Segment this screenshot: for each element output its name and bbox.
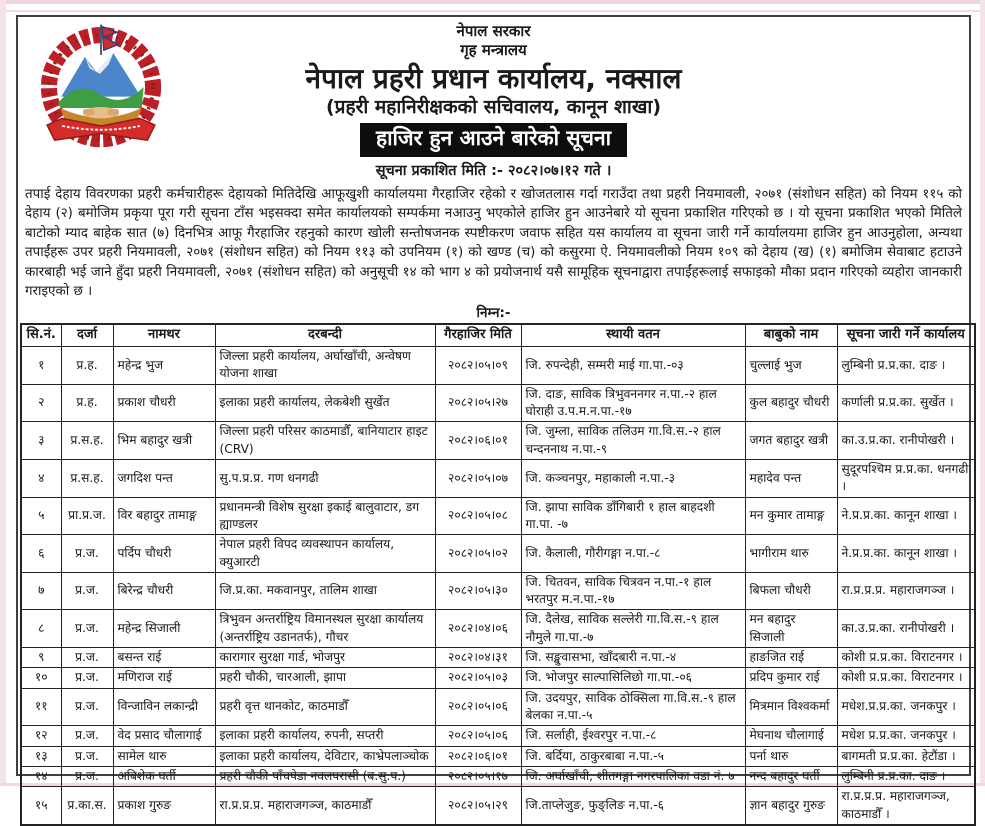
- father-name: मन बहादुर सिजाली: [745, 610, 837, 648]
- column-header-posting-office: दरबन्दी: [215, 324, 435, 346]
- posting-office: प्रहरी चौकी, चारआली, झापा: [215, 668, 435, 688]
- permanent-address: जि. दैलेख, साविक सल्लेरी गा.वि.स.-९ हाल नौमुले गा.पा.-७: [521, 610, 745, 648]
- serial-number: ८: [21, 610, 61, 648]
- absent-date: २०८२।०५।२७: [435, 384, 521, 422]
- serial-number: ६: [21, 535, 61, 573]
- absent-date: २०८२।०५।०२: [435, 535, 521, 573]
- column-header-rank: दर्जा: [61, 324, 113, 346]
- rank: प्र.स.ह.: [61, 422, 113, 460]
- name: जगदिश पन्त: [113, 459, 215, 497]
- name: विर बहादुर तामाङ्ग: [113, 497, 215, 535]
- father-name: मेघनाथ चौलागाई: [745, 726, 837, 746]
- table-row: [21, 726, 975, 746]
- name: बसन्त राई: [113, 648, 215, 668]
- issuing-office: लुम्बिनी प्र.प्र.का. दाङ ।: [837, 346, 975, 384]
- rank: प्र.ज.: [61, 746, 113, 766]
- issuing-office: बागमती प्र.प्र.का. हेटौंडा ।: [837, 746, 975, 766]
- posting-office: प्रहरी चौकी पाँचपेडा नवलपरासी (ब.सु.प.): [215, 767, 435, 787]
- serial-number: ११: [21, 688, 61, 726]
- column-header-permanent-address: स्थायी वतन: [521, 324, 745, 346]
- table-header-row: [21, 324, 975, 346]
- table-row: [21, 688, 975, 726]
- column-header-father-name: बाबुको नाम: [745, 324, 837, 346]
- posting-office: जि.प्र.का. मकवानपुर, तालिम शाखा: [215, 572, 435, 610]
- father-name: प्रदिप कुमार राई: [745, 668, 837, 688]
- rank: प्र.ह.: [61, 384, 113, 422]
- serial-number: १४: [21, 767, 61, 787]
- permanent-address: जि. भोजपुर साल्पासिलिछो गा.पा.-०६: [521, 668, 745, 688]
- rank: प्र.ज.: [61, 648, 113, 668]
- issuing-office: मधेश प्र.प्र.का. जनकपुर ।: [837, 726, 975, 746]
- column-header-name: नामथर: [113, 324, 215, 346]
- name: बिरेन्द्र चौधरी: [113, 572, 215, 610]
- posting-office: जिल्ला प्रहरी कार्यालय, अर्घाखाँची, अन्वेषण योजना शाखा: [215, 346, 435, 384]
- father-name: महादेव पन्त: [745, 459, 837, 497]
- rank: प्र.ज.: [61, 668, 113, 688]
- name: प्रकाश गुरुङ: [113, 787, 215, 825]
- serial-number: ३: [21, 422, 61, 460]
- scan-edge-right: [980, 0, 985, 786]
- table-row: [21, 422, 975, 460]
- name: भिम बहादुर खत्री: [113, 422, 215, 460]
- posting-office: प्रधानमन्त्री विशेष सुरक्षा इकाई बालुवाटार, डग ह्याण्डलर: [215, 497, 435, 535]
- table-row: [21, 668, 975, 688]
- table-row: [21, 346, 975, 384]
- rank: प्र.ज.: [61, 572, 113, 610]
- serial-number: ९: [21, 648, 61, 668]
- posting-office: रा.प्र.प्र.प्र. महाराजगञ्ज, काठमाडौँ: [215, 787, 435, 825]
- father-name: ज्ञान बहादुर गुरुङ: [745, 787, 837, 825]
- personnel-table-body: [21, 346, 975, 825]
- issuing-office: रा.प्र.प्र.प्र. महाराजगञ्ज ।: [837, 572, 975, 610]
- father-name: कुल बहादुर चौधरी: [745, 384, 837, 422]
- table-row: [21, 767, 975, 787]
- issuing-office: ने.प्र.प्र.का. कानून शाखा ।: [837, 535, 975, 573]
- column-header-absent-date: गैरहाजिर मिति: [435, 324, 521, 346]
- posting-office: प्रहरी वृत्त थानकोट, काठमाडौँ: [215, 688, 435, 726]
- issuing-office: कोशी प्र.प्र.का. विराटनगर ।: [837, 668, 975, 688]
- table-row: [21, 497, 975, 535]
- list-intro: निम्न:-: [18, 303, 969, 321]
- rank: प्र.ज.: [61, 726, 113, 746]
- absent-date: २०८२।०५।०६: [435, 688, 521, 726]
- rank: प्र.ज.: [61, 610, 113, 648]
- absent-date: २०८२।०४।३१: [435, 648, 521, 668]
- rank: प्र.ह.: [61, 346, 113, 384]
- absent-date: २०८२।०४।०६: [435, 610, 521, 648]
- absent-date: २०८२।०५।०३: [435, 668, 521, 688]
- table-row: [21, 535, 975, 573]
- issuing-office: कोशी प्र.प्र.का. विराटनगर ।: [837, 648, 975, 668]
- permanent-address: जि. दाङ, साविक त्रिभुवननगर न.पा.-२ हाल घोराही उ.प.म.न.पा.-१७: [521, 384, 745, 422]
- posting-office: इलाका प्रहरी कार्यालय, लेकबेशी सुर्खेत: [215, 384, 435, 422]
- table-row: [21, 384, 975, 422]
- serial-number: १२: [21, 726, 61, 746]
- scan-line-top: [0, 10, 985, 12]
- posting-office: जिल्ला प्रहरी परिसर काठमाडौँ, बानियाटार हाइट (CRV): [215, 422, 435, 460]
- absent-date: २०८२।०५।०८: [435, 497, 521, 535]
- permanent-address: जि. जुम्ला, साविक तलिउम गा.वि.स.-२ हाल चन्दननाथ न.पा.-९: [521, 422, 745, 460]
- permanent-address: जि. झापा साविक डाँगिबारी १ हाल बाहदशी गा.पा. -७: [521, 497, 745, 535]
- name: सामेल थारु: [113, 746, 215, 766]
- department-subtitle: (प्रहरी महानिरीक्षकको सचिवालय, कानून शाखा): [18, 96, 969, 120]
- permanent-address: जि. रुपन्देही, सम्मरी माई गा.पा.-०३: [521, 346, 745, 384]
- permanent-address: जि. कञ्चनपुर, महाकाली न.पा.-३: [521, 459, 745, 497]
- serial-number: १०: [21, 668, 61, 688]
- absent-date: २०८२।०५।०६: [435, 726, 521, 746]
- column-header-issuing-office: सूचना जारी गर्ने कार्यालय: [837, 324, 975, 346]
- serial-number: १३: [21, 746, 61, 766]
- rank: प्र.का.स.: [61, 787, 113, 825]
- rank: प्र.स.ह.: [61, 459, 113, 497]
- issuing-office: ने.प्र.प्र.का. कानून शाखा ।: [837, 497, 975, 535]
- issuing-office: रा.प्र.प्र.प्र. महाराजगञ्ज, काठमाडौँ ।: [837, 787, 975, 825]
- father-name: हाङजित राई: [745, 648, 837, 668]
- rank: प्रा.प्र.ज.: [61, 497, 113, 535]
- name: अबिशेक घर्ती: [113, 767, 215, 787]
- table-row: [21, 746, 975, 766]
- absent-date: २०८२।०५।०७: [435, 459, 521, 497]
- table-row: [21, 648, 975, 668]
- table-row: [21, 610, 975, 648]
- absent-date: २०८२।०५।०९: [435, 346, 521, 384]
- permanent-address: जि. चितवन, साविक चित्रवन न.पा.-१ हाल भरतपुर म.न.पा.-१७: [521, 572, 745, 610]
- serial-number: ४: [21, 459, 61, 497]
- scan-edge-left: [0, 0, 6, 786]
- permanent-address: जि.ताप्लेजुङ, फुङ्लिङ न.पा.-६: [521, 787, 745, 825]
- absent-date: २०८२।०५।२९: [435, 787, 521, 825]
- name: पर्दिप चौधरी: [113, 535, 215, 573]
- notice-document: [16, 15, 971, 776]
- permanent-address: जि. अर्घाखाँची, शीतगङ्गा नगरपालिका वडा नं. ७: [521, 767, 745, 787]
- name: मणिराज राई: [113, 668, 215, 688]
- serial-number: १: [21, 346, 61, 384]
- absent-date: २०८२।०५।३०: [435, 572, 521, 610]
- permanent-address: जि. सङ्खुवासभा, खाँदबारी न.पा.-४: [521, 648, 745, 668]
- father-name: पर्ना थारु: [745, 746, 837, 766]
- ministry-name: गृह मन्त्रालय: [18, 41, 969, 60]
- posting-office: त्रिभुवन अन्तर्राष्ट्रिय विमानस्थल सुरक्षा कार्यालय (अन्तर्राष्ट्रिय उडानतर्फ), गौचर: [215, 610, 435, 648]
- posting-office: सु.प.प्र.प्र. गण धनगढी: [215, 459, 435, 497]
- posting-office: इलाका प्रहरी कार्यालय, रुपनी, सप्तरी: [215, 726, 435, 746]
- serial-number: ७: [21, 572, 61, 610]
- father-name: मन कुमार तामाङ्ग: [745, 497, 837, 535]
- name: विन्जाविन लकान्द्री: [113, 688, 215, 726]
- rank: प्र.ज.: [61, 767, 113, 787]
- notice-body-paragraph: तपाई देहाय विवरणका प्रहरी कर्मचारीहरू देहायको मितिदेखि आफूखुशी कार्यालयमा गैरहाजिर रहेको र खोजतलास गर्दा गराउँदा तथा प्रहरी नियमावली, २०७१ (संशोधन सहित) को नियम ११५ को देहाय (२) बमोजिम प्रकृया पूरा गरी सूचना टाँस भइसक्दा समेत कार्यालयको सम्पर्कमा नआउनु भएकोले हाजिर हुन आउनेबारे यो सूचना प्रकाशित गरिएको छ । यो सूचना प्रकाशित भएको मितिले बाटोको म्याद बाहेक सात (७) दिनभित्र आफू गैरहाजिर रहनुको कारण खोली सन्तोषजनक स्पष्टीकरण जवाफ सहित यस कार्यालय वा सूचना जारी गर्ने कार्यालयमा हाजिर हुन आउनुहोला, अन्यथा तपाईंहरू उपर प्रहरी नियमावली, २०७१ (संशोधन सहित) को नियम ११३ को उपनियम (१) को खण्ड (च) को कसुरमा ऐ. नियमावलीको नियम १०९ को देहाय (ख) (१) बमोजिम सेवाबाट हटाउने कारबाही भई जाने हुँदा प्रहरी नियमावली, २०७१ (संशोधन सहित) को अनुसूची १४ को भाग ४ को प्रयोजनार्थ यसै सामूहिक सूचनाद्वारा तपाईंहरूलाई सफाइको मौका प्रदान गरिएको व्यहोरा जानकारी गराइएको छ ।: [25, 185, 962, 302]
- permanent-address: जि. कैलाली, गौरीगङ्गा न.पा.-८: [521, 535, 745, 573]
- posting-office: इलाका प्रहरी कार्यालय, देविटार, काभ्रेपलाञ्चोक: [215, 746, 435, 766]
- rank: प्र.ज.: [61, 688, 113, 726]
- father-name: नन्द बहादुर घर्ती: [745, 767, 837, 787]
- notice-title-banner: हाजिर हुन आउने बारेको सूचना: [360, 123, 627, 156]
- father-name: बिफला चौधरी: [745, 572, 837, 610]
- name: वेद प्रसाद चौलागाई: [113, 726, 215, 746]
- father-name: भागीराम थारु: [745, 535, 837, 573]
- permanent-address: जि. सर्लाही, ईश्वरपुर न.पा.-८: [521, 726, 745, 746]
- father-name: चुल्लाई भुज: [745, 346, 837, 384]
- name: महेन्द्र सिजाली: [113, 610, 215, 648]
- permanent-address: जि. बर्दिया, ठाकुरबाबा न.पा.-५: [521, 746, 745, 766]
- absent-date: २०८२।०६।०१: [435, 746, 521, 766]
- serial-number: २: [21, 384, 61, 422]
- personnel-table: [20, 323, 976, 826]
- issuing-office: कर्णाली प्र.प्र.का. सुर्खेत ।: [837, 384, 975, 422]
- published-date-line: सूचना प्रकाशित मिति :- २०८२।०७।१२ गते ।: [18, 162, 969, 180]
- father-name: जगत बहादुर खत्री: [745, 422, 837, 460]
- posting-office: कारागार सुरक्षा गार्ड, भोजपुर: [215, 648, 435, 668]
- name: महेन्द्र भुज: [113, 346, 215, 384]
- column-header-serial-number: सि.नं.: [21, 324, 61, 346]
- posting-office: नेपाल प्रहरी विपद व्यवस्थापन कार्यालय, क्युआरटी: [215, 535, 435, 573]
- absent-date: २०८२।०६।०१: [435, 422, 521, 460]
- serial-number: १५: [21, 787, 61, 825]
- issuing-office: सुदूरपश्चिम प्र.प्र.का. धनगढी ।: [837, 459, 975, 497]
- scan-edge-top: [0, 0, 985, 4]
- nepal-government-emblem-icon: [30, 19, 172, 161]
- name: प्रकाश चौधरी: [113, 384, 215, 422]
- issuing-office: लुम्बिनी प्र.प्र.का. दाङ ।: [837, 767, 975, 787]
- office-title: नेपाल प्रहरी प्रधान कार्यालय, नक्साल: [18, 61, 969, 96]
- absent-date: २०८२।०५।१७: [435, 767, 521, 787]
- issuing-office: का.उ.प्र.का. रानीपोखरी ।: [837, 422, 975, 460]
- table-row: [21, 459, 975, 497]
- rank: प्र.ज.: [61, 535, 113, 573]
- serial-number: ५: [21, 497, 61, 535]
- table-row: [21, 572, 975, 610]
- issuing-office: का.उ.प्र.का. रानीपोखरी ।: [837, 610, 975, 648]
- government-name: नेपाल सरकार: [18, 22, 969, 41]
- permanent-address: जि. उदयपुर, साविक ठोक्सिला गा.वि.स.-९ हाल बेलका न.पा.-५: [521, 688, 745, 726]
- father-name: मित्रमान विश्वकर्मा: [745, 688, 837, 726]
- issuing-office: मधेश.प्र.प्र.का. जनकपुर ।: [837, 688, 975, 726]
- table-row: [21, 787, 975, 825]
